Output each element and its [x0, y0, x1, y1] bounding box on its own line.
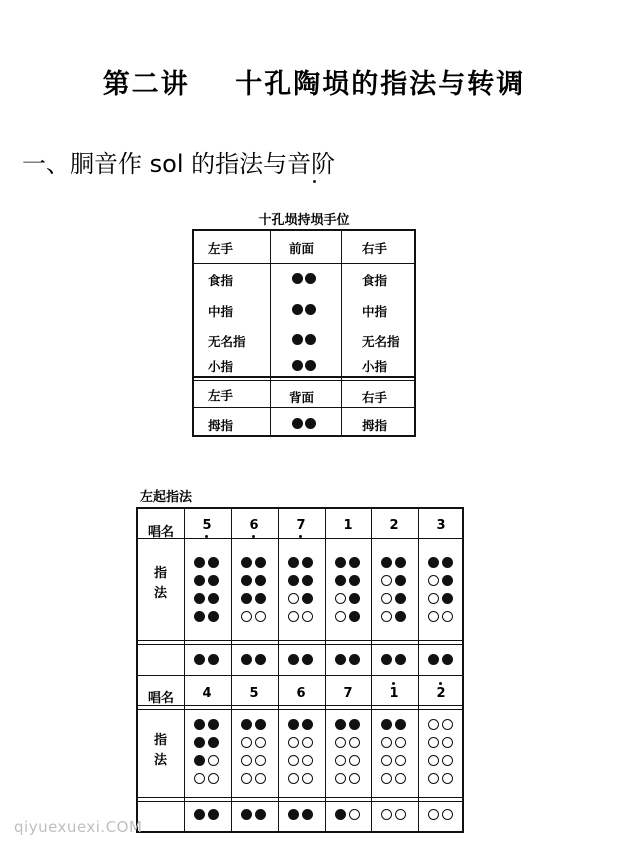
closed-hole-icon	[194, 737, 205, 748]
open-hole-icon	[288, 737, 299, 748]
closed-hole-icon	[194, 593, 205, 604]
hand-position-table-title: 十孔埙持埙手位	[258, 213, 350, 228]
closed-hole-icon	[255, 593, 266, 604]
sing-name-note: 6	[231, 518, 277, 533]
fingering-chart-caption: 左起指法	[140, 490, 193, 505]
left-thumb: 拇指	[208, 418, 234, 433]
closed-hole-icon	[305, 418, 316, 429]
closed-hole-icon	[395, 654, 406, 665]
closed-hole-icon	[335, 654, 346, 665]
back-header-back: 背面	[289, 390, 315, 405]
open-hole-icon	[381, 737, 392, 748]
closed-hole-icon	[255, 575, 266, 586]
hole-pattern	[194, 654, 219, 665]
closed-hole-icon	[442, 593, 453, 604]
open-hole-icon	[349, 809, 360, 820]
closed-hole-icon	[255, 719, 266, 730]
open-hole-icon	[335, 611, 346, 622]
open-hole-icon	[395, 809, 406, 820]
header-right-hand: 右手	[362, 241, 388, 256]
open-hole-icon	[335, 737, 346, 748]
hole-pattern	[288, 557, 313, 622]
closed-hole-icon	[302, 654, 313, 665]
open-hole-icon	[395, 737, 406, 748]
open-hole-icon	[302, 611, 313, 622]
right-ring-finger: 无名指	[362, 334, 400, 349]
high-octave-dot-icon	[392, 682, 395, 685]
hole-pattern	[241, 719, 266, 784]
closed-hole-icon	[241, 557, 252, 568]
closed-hole-icon	[395, 719, 406, 730]
sing-name-note: 2	[418, 686, 464, 701]
open-hole-icon	[428, 593, 439, 604]
table-divider	[418, 509, 419, 831]
closed-hole-icon	[381, 557, 392, 568]
open-hole-icon	[428, 719, 439, 730]
sing-name-note: 3	[436, 518, 446, 533]
open-hole-icon	[428, 575, 439, 586]
closed-hole-icon	[305, 273, 316, 284]
open-hole-icon	[442, 737, 453, 748]
closed-hole-icon	[194, 654, 205, 665]
open-hole-icon	[288, 773, 299, 784]
section-heading: 一、胴音作 sol 的指法与音阶	[22, 150, 336, 178]
open-hole-icon	[241, 773, 252, 784]
hole-pattern	[335, 809, 360, 820]
open-hole-icon	[241, 611, 252, 622]
open-hole-icon	[381, 575, 392, 586]
closed-hole-icon	[305, 360, 316, 371]
open-hole-icon	[428, 809, 439, 820]
closed-hole-icon	[349, 611, 360, 622]
open-hole-icon	[335, 755, 346, 766]
low-octave-dot-icon	[299, 535, 302, 538]
open-hole-icon	[442, 719, 453, 730]
right-thumb: 拇指	[362, 418, 388, 433]
closed-hole-icon	[241, 719, 252, 730]
hole-pattern	[381, 654, 406, 665]
closed-hole-icon	[255, 557, 266, 568]
high-octave-dot-icon	[439, 682, 442, 685]
closed-hole-icon	[442, 654, 453, 665]
open-hole-icon	[442, 611, 453, 622]
table-divider	[194, 376, 414, 378]
sing-name-note: 5	[249, 686, 259, 701]
open-hole-icon	[288, 755, 299, 766]
closed-hole-icon	[241, 575, 252, 586]
sing-name-note: 7	[343, 686, 353, 701]
hole-pattern	[335, 719, 360, 784]
hole-pattern	[241, 654, 266, 665]
closed-hole-icon	[208, 611, 219, 622]
closed-hole-icon	[208, 557, 219, 568]
closed-hole-icon	[241, 809, 252, 820]
table-divider	[325, 509, 326, 831]
closed-hole-icon	[381, 654, 392, 665]
closed-hole-icon	[302, 575, 313, 586]
closed-hole-icon	[288, 719, 299, 730]
closed-hole-icon	[305, 334, 316, 345]
closed-hole-icon	[194, 575, 205, 586]
back-holes-row	[292, 418, 316, 429]
open-hole-icon	[442, 809, 453, 820]
hole-pattern	[381, 557, 406, 622]
table-divider	[270, 231, 271, 435]
closed-hole-icon	[302, 809, 313, 820]
open-hole-icon	[349, 773, 360, 784]
open-hole-icon	[381, 809, 392, 820]
table-divider	[184, 509, 185, 831]
header-left-hand: 左手	[208, 241, 234, 256]
closed-hole-icon	[442, 575, 453, 586]
open-hole-icon	[335, 593, 346, 604]
closed-hole-icon	[302, 593, 313, 604]
closed-hole-icon	[349, 719, 360, 730]
hole-pattern	[241, 809, 266, 820]
sing-name-label: 唱名	[148, 691, 175, 706]
closed-hole-icon	[292, 273, 303, 284]
open-hole-icon	[302, 737, 313, 748]
closed-hole-icon	[288, 557, 299, 568]
closed-hole-icon	[381, 719, 392, 730]
open-hole-icon	[241, 755, 252, 766]
watermark: qiyuexuexi.COM	[14, 818, 143, 836]
closed-hole-icon	[428, 557, 439, 568]
closed-hole-icon	[255, 809, 266, 820]
open-hole-icon	[335, 773, 346, 784]
table-divider	[194, 263, 414, 264]
closed-hole-icon	[194, 755, 205, 766]
open-hole-icon	[381, 593, 392, 604]
back-header-left-hand: 左手	[208, 388, 234, 403]
front-holes-row	[292, 273, 316, 284]
hand-position-table	[192, 229, 416, 437]
hole-pattern	[335, 557, 360, 622]
closed-hole-icon	[288, 575, 299, 586]
table-divider	[138, 640, 462, 641]
hole-pattern	[381, 719, 406, 784]
hole-pattern	[428, 557, 453, 622]
sing-name-label: 唱名	[148, 525, 175, 540]
table-divider	[371, 509, 372, 831]
table-divider	[341, 231, 342, 435]
closed-hole-icon	[292, 304, 303, 315]
closed-hole-icon	[288, 654, 299, 665]
closed-hole-icon	[194, 719, 205, 730]
closed-hole-icon	[208, 737, 219, 748]
sing-name-note: 1	[371, 686, 417, 701]
open-hole-icon	[395, 755, 406, 766]
table-divider	[231, 509, 232, 831]
open-hole-icon	[194, 773, 205, 784]
table-divider	[194, 407, 414, 408]
table-divider	[138, 705, 462, 706]
open-hole-icon	[349, 755, 360, 766]
low-octave-dot-icon	[205, 535, 208, 538]
header-front: 前面	[289, 241, 315, 256]
closed-hole-icon	[305, 304, 316, 315]
table-divider	[138, 797, 462, 798]
sing-name-note: 6	[296, 686, 306, 701]
closed-hole-icon	[335, 557, 346, 568]
hole-pattern	[241, 557, 266, 622]
hole-pattern	[194, 809, 219, 820]
hole-pattern	[194, 557, 219, 622]
closed-hole-icon	[208, 575, 219, 586]
right-little-finger: 小指	[362, 359, 388, 374]
sing-name-note: 4	[202, 686, 212, 701]
fingering-label: 指法	[154, 566, 168, 601]
hole-pattern	[381, 809, 406, 820]
hole-pattern	[428, 719, 453, 784]
left-middle-finger: 中指	[208, 304, 234, 319]
front-holes-row	[292, 304, 316, 315]
closed-hole-icon	[241, 654, 252, 665]
open-hole-icon	[255, 611, 266, 622]
open-hole-icon	[428, 737, 439, 748]
closed-hole-icon	[292, 418, 303, 429]
open-hole-icon	[288, 611, 299, 622]
hole-pattern	[428, 654, 453, 665]
closed-hole-icon	[349, 593, 360, 604]
open-hole-icon	[349, 737, 360, 748]
right-index-finger: 食指	[362, 273, 388, 288]
closed-hole-icon	[194, 611, 205, 622]
front-holes-row	[292, 334, 316, 345]
open-hole-icon	[255, 755, 266, 766]
left-little-finger: 小指	[208, 359, 234, 374]
closed-hole-icon	[395, 575, 406, 586]
closed-hole-icon	[288, 809, 299, 820]
open-hole-icon	[381, 773, 392, 784]
closed-hole-icon	[349, 557, 360, 568]
open-hole-icon	[208, 755, 219, 766]
open-hole-icon	[302, 773, 313, 784]
table-divider	[138, 675, 462, 676]
table-divider	[138, 644, 462, 645]
sing-name-note: 1	[343, 518, 353, 533]
closed-hole-icon	[208, 593, 219, 604]
closed-hole-icon	[335, 809, 346, 820]
hole-pattern	[288, 809, 313, 820]
closed-hole-icon	[395, 593, 406, 604]
open-hole-icon	[381, 755, 392, 766]
closed-hole-icon	[428, 654, 439, 665]
closed-hole-icon	[194, 809, 205, 820]
hole-pattern	[288, 719, 313, 784]
closed-hole-icon	[335, 719, 346, 730]
closed-hole-icon	[292, 360, 303, 371]
open-hole-icon	[381, 611, 392, 622]
closed-hole-icon	[395, 557, 406, 568]
low-octave-dot-icon	[252, 535, 255, 538]
fingering-label: 指法	[154, 733, 168, 768]
open-hole-icon	[428, 611, 439, 622]
closed-hole-icon	[302, 719, 313, 730]
open-hole-icon	[255, 737, 266, 748]
sing-name-note: 2	[389, 518, 399, 533]
open-hole-icon	[442, 755, 453, 766]
open-hole-icon	[442, 773, 453, 784]
right-middle-finger: 中指	[362, 304, 388, 319]
table-divider	[138, 709, 462, 710]
sing-name-note: 7	[278, 518, 324, 533]
closed-hole-icon	[208, 809, 219, 820]
front-holes-row	[292, 360, 316, 371]
closed-hole-icon	[302, 557, 313, 568]
open-hole-icon	[241, 737, 252, 748]
open-hole-icon	[302, 755, 313, 766]
closed-hole-icon	[208, 654, 219, 665]
hole-pattern	[428, 809, 453, 820]
closed-hole-icon	[395, 611, 406, 622]
sing-name-note: 5	[184, 518, 230, 533]
table-divider	[138, 801, 462, 802]
open-hole-icon	[255, 773, 266, 784]
table-divider	[278, 509, 279, 831]
closed-hole-icon	[194, 557, 205, 568]
open-hole-icon	[208, 773, 219, 784]
page-title: 第二讲 十孔陶埙的指法与转调	[102, 69, 526, 100]
closed-hole-icon	[349, 654, 360, 665]
left-ring-finger: 无名指	[208, 334, 246, 349]
closed-hole-icon	[208, 719, 219, 730]
table-divider	[194, 380, 414, 381]
back-header-right-hand: 右手	[362, 390, 388, 405]
closed-hole-icon	[241, 593, 252, 604]
hole-pattern	[288, 654, 313, 665]
hole-pattern	[335, 654, 360, 665]
closed-hole-icon	[292, 334, 303, 345]
closed-hole-icon	[442, 557, 453, 568]
closed-hole-icon	[255, 654, 266, 665]
table-divider	[138, 538, 462, 539]
hole-pattern	[194, 719, 219, 784]
open-hole-icon	[288, 593, 299, 604]
fingering-chart	[136, 507, 464, 833]
closed-hole-icon	[335, 575, 346, 586]
speck-mark	[313, 180, 316, 183]
open-hole-icon	[395, 773, 406, 784]
left-index-finger: 食指	[208, 273, 234, 288]
closed-hole-icon	[349, 575, 360, 586]
open-hole-icon	[428, 755, 439, 766]
open-hole-icon	[428, 773, 439, 784]
